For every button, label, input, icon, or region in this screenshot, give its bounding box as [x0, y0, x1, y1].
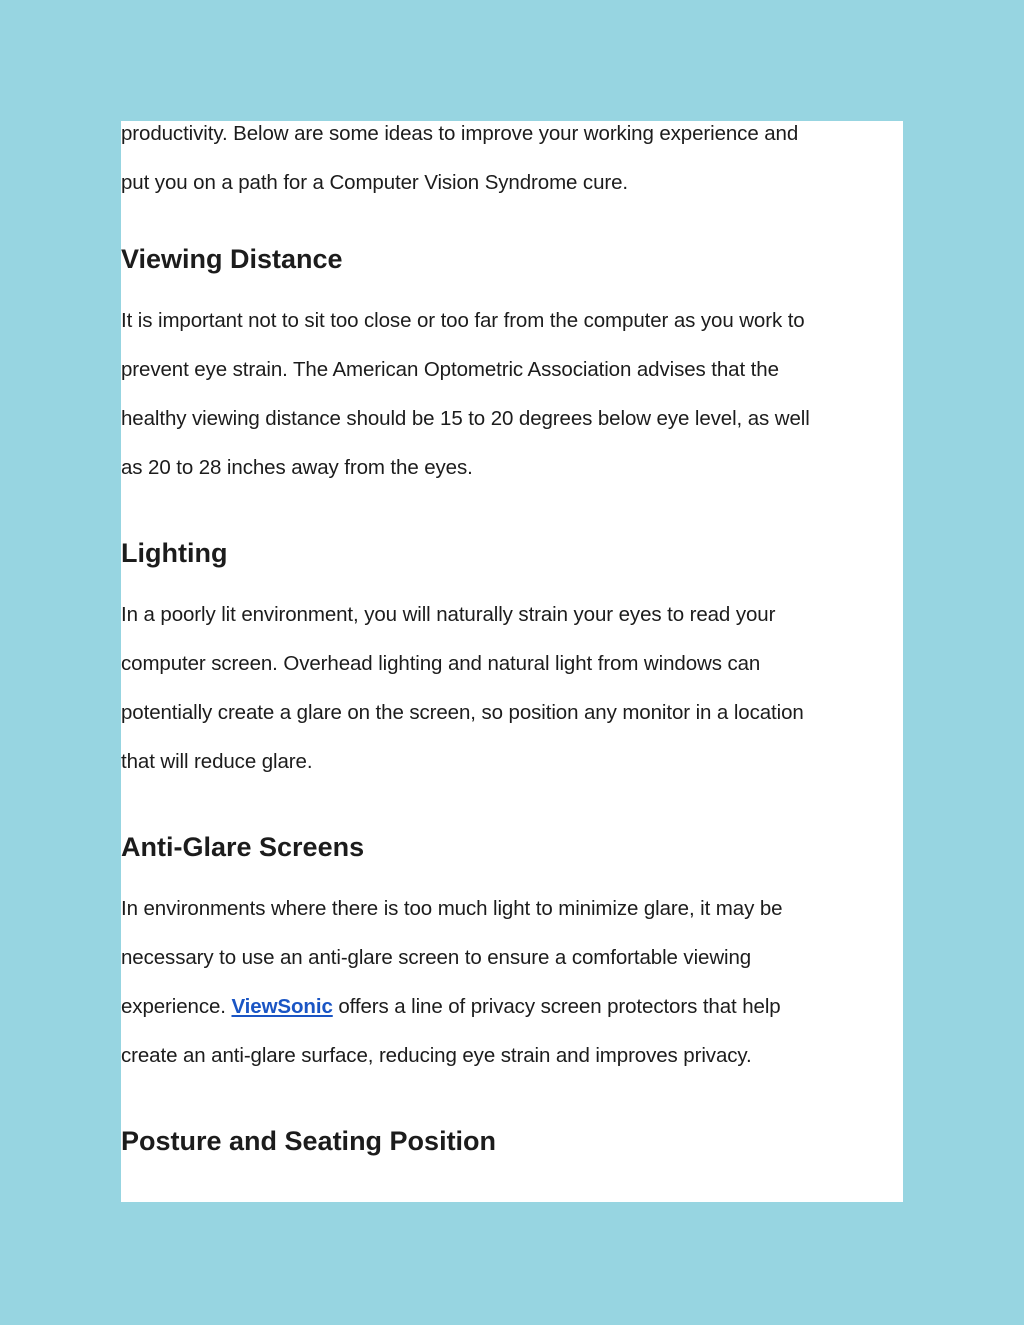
- heading-lighting: Lighting: [121, 538, 228, 568]
- heading-posture-and-seating: Posture and Seating Position: [121, 1126, 497, 1156]
- intro-line: put you on a path for a Computer Vision Syndrome cure.: [121, 171, 629, 194]
- heading-viewing-distance: Viewing Distance: [121, 244, 343, 274]
- paragraph-line: computer screen. Overhead lighting and natural light from windows can: [121, 652, 761, 675]
- heading-anti-glare-screens: Anti-Glare Screens: [121, 832, 365, 862]
- intro-line: productivity. Below are some ideas to improve your working experience and: [121, 122, 799, 145]
- paragraph-line: prevent eye strain. The American Optometric Association advises that the: [121, 358, 779, 381]
- line-text-after-link: offers a line of privacy screen protectors that help: [332, 995, 781, 1018]
- paragraph-line: potentially create a glare on the screen, so position any monitor in a location: [121, 701, 804, 724]
- paragraph-viewing-distance: [121, 296, 903, 492]
- line-text-before-link: experience.: [121, 995, 232, 1018]
- paragraph-line: as 20 to 28 inches away from the eyes.: [121, 456, 473, 479]
- paragraph-line: healthy viewing distance should be 15 to 20 degrees below eye level, as well: [121, 407, 810, 430]
- paragraph-line: It is important not to sit too close or too far from the computer as you work to: [121, 309, 805, 332]
- paragraph-line: In environments where there is too much light to minimize glare, it may be: [121, 897, 783, 920]
- paragraph-line: that will reduce glare.: [121, 750, 313, 773]
- paragraph-anti-glare-screens: [121, 884, 903, 1080]
- paragraph-line: In a poorly lit environment, you will naturally strain your eyes to read your: [121, 603, 776, 626]
- document-page: [121, 121, 903, 1202]
- paragraph-line: create an anti-glare surface, reducing eye strain and improves privacy.: [121, 1044, 752, 1067]
- paragraph-lighting: [121, 590, 903, 786]
- intro-paragraph: [121, 109, 903, 207]
- viewsonic-link[interactable]: ViewSonic: [231, 995, 333, 1018]
- paragraph-line: [121, 982, 903, 1031]
- paragraph-line: necessary to use an anti-glare screen to ensure a comfortable viewing: [121, 946, 752, 969]
